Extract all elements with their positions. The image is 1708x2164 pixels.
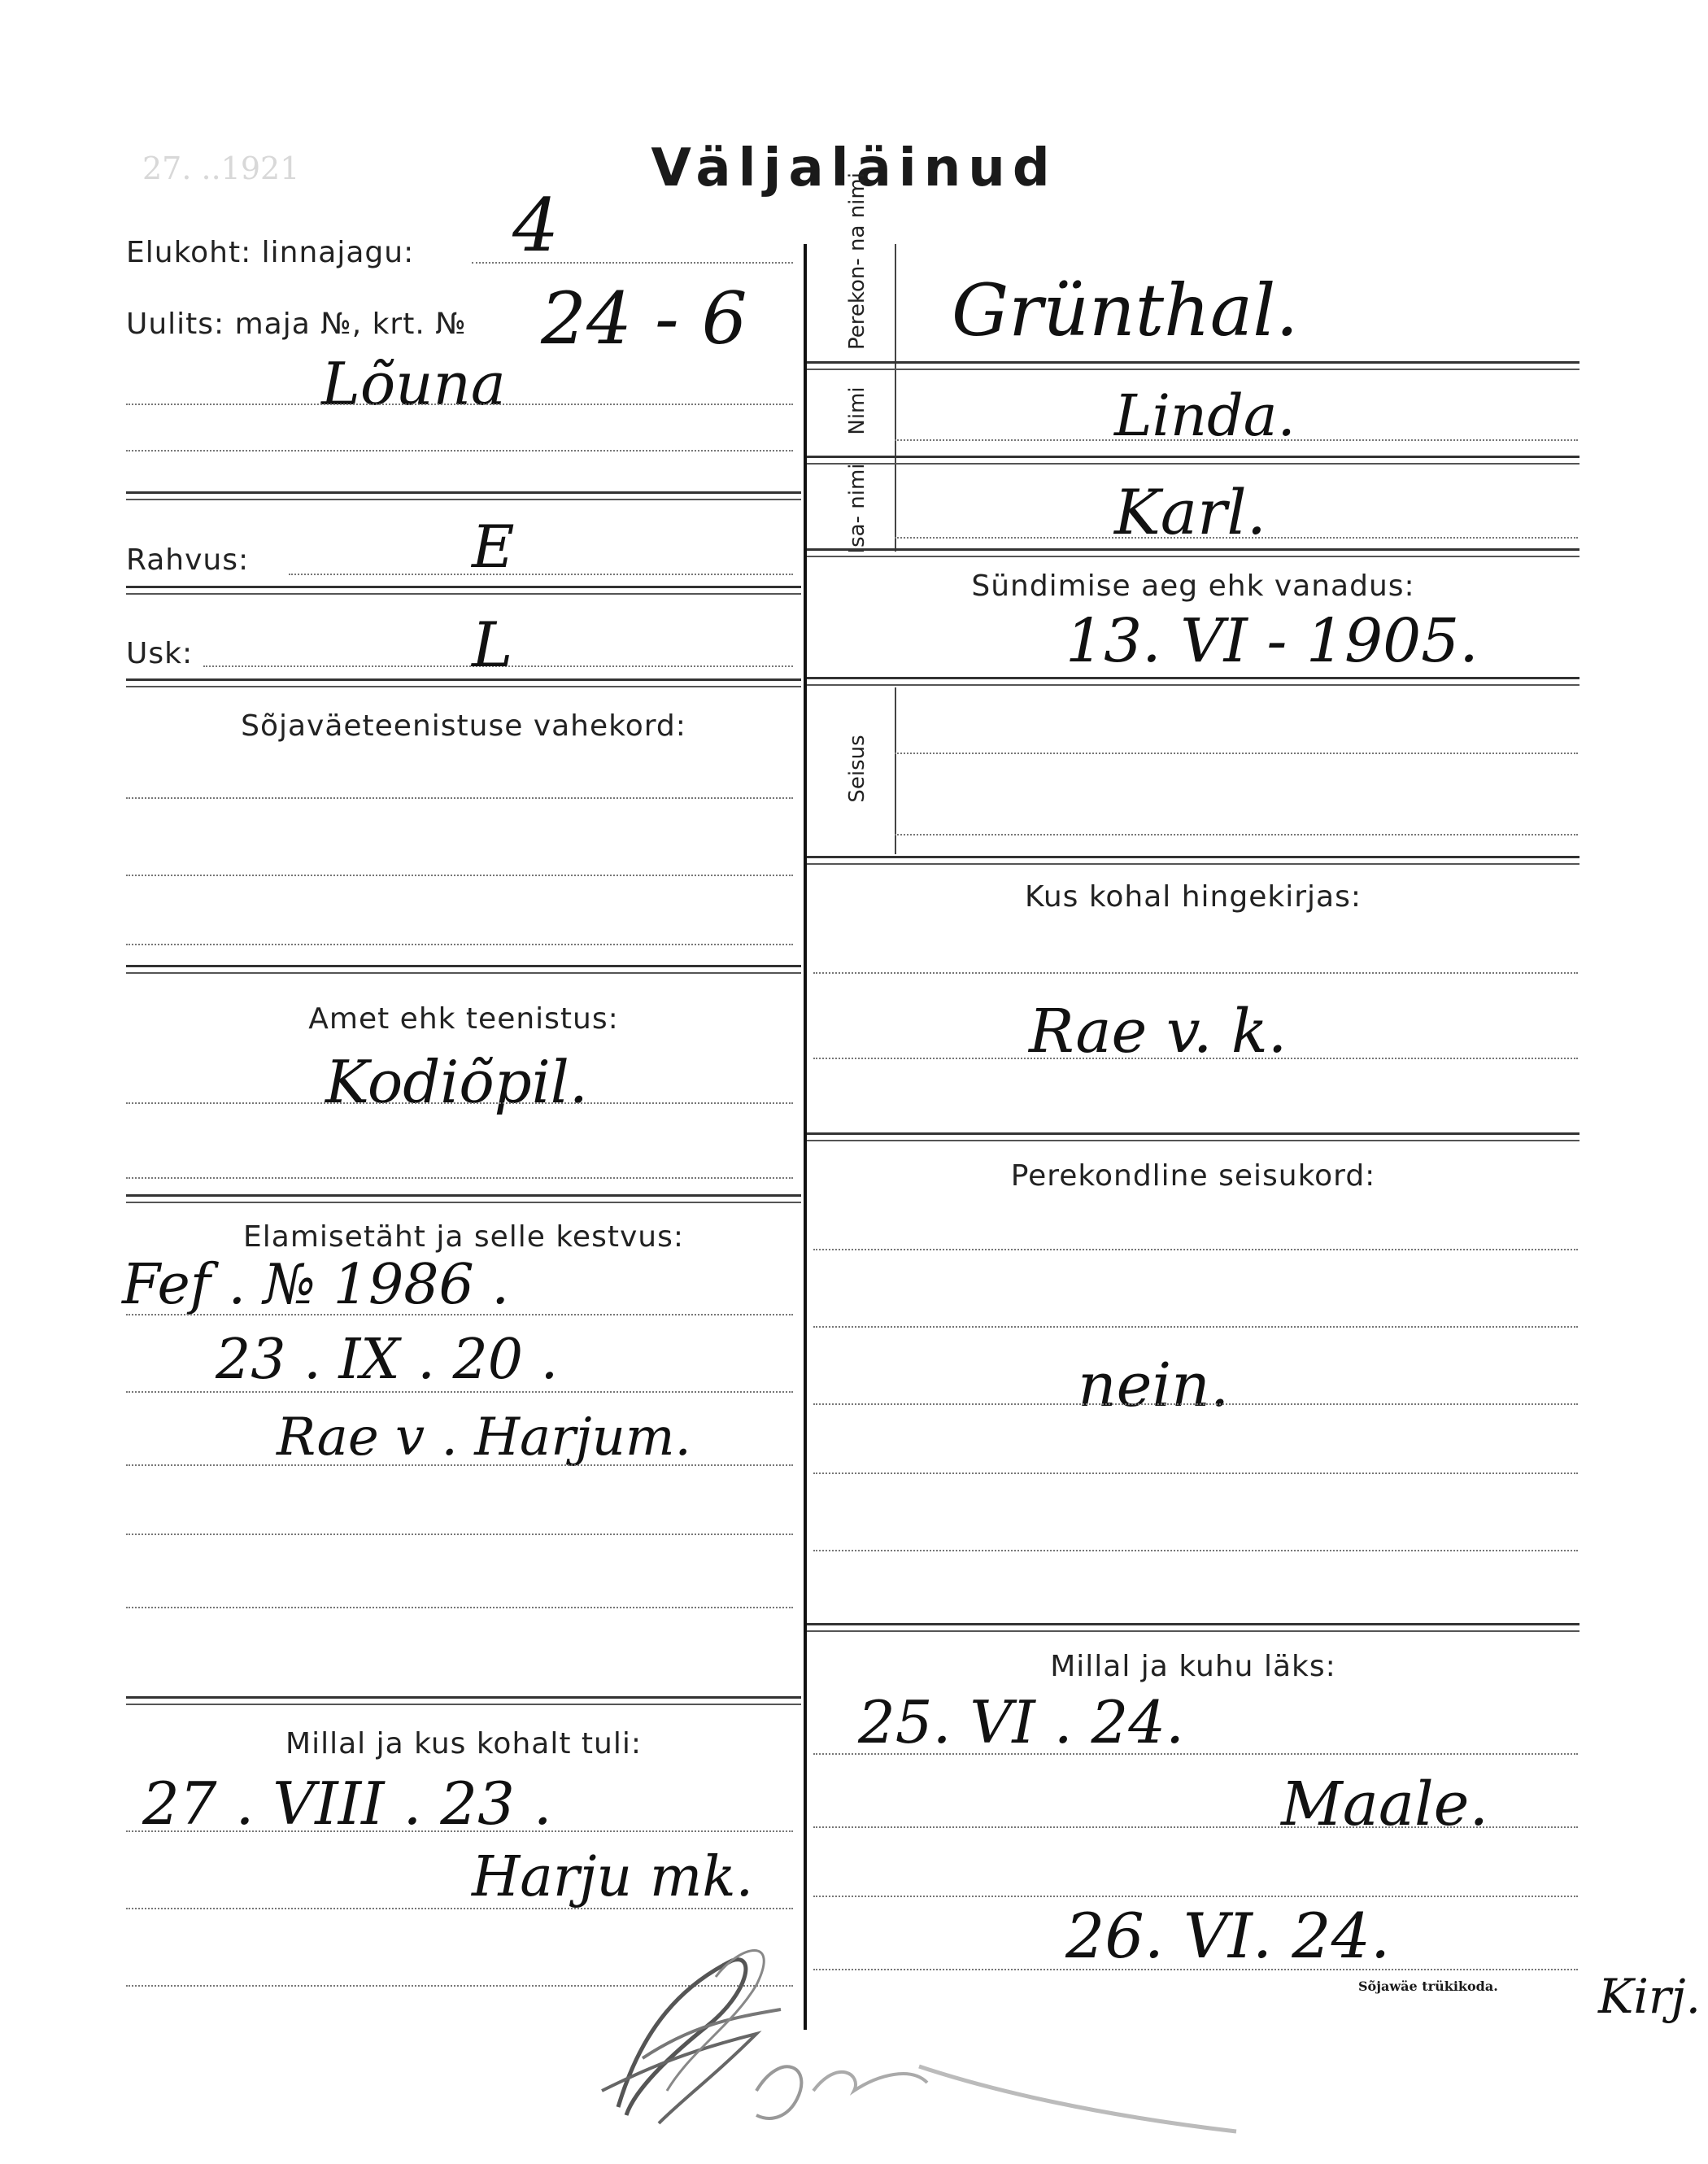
- street-line-2: [126, 450, 793, 452]
- rule: [126, 678, 801, 687]
- sojavae-label: Sõjaväeteenistuse vahekord:: [241, 709, 686, 743]
- seisus-line-2: [895, 834, 1578, 835]
- millal-laks-rule-3: [813, 1896, 1578, 1897]
- perekonnanimi-label: Perekon- na nimi: [845, 172, 869, 350]
- perekondline-line-5: [813, 1550, 1578, 1551]
- millal-laks-rule-2: [813, 1826, 1578, 1828]
- rule: [126, 965, 801, 974]
- signature-scribble: [569, 1928, 1301, 2140]
- rule: [126, 1194, 801, 1203]
- millal-tuli-line-2: Harju mk.: [472, 1845, 754, 1909]
- rule: [807, 856, 1579, 865]
- elamisetaht-rule-2: [126, 1391, 793, 1393]
- margin-note: Kirj.: [1598, 1969, 1701, 2024]
- rule: [807, 361, 1579, 370]
- rule: [126, 491, 801, 500]
- usk-value: L: [472, 609, 513, 681]
- perekondline-label: Perekondline seisukord:: [1010, 1159, 1376, 1193]
- millal-laks-rule-1: [813, 1753, 1578, 1755]
- millal-tuli-rule-2: [126, 1908, 793, 1909]
- isanimi-label: Isa- nimi: [845, 463, 869, 554]
- usk-label: Usk:: [126, 637, 194, 670]
- elukoht-label: Elukoht: linnajagu:: [126, 236, 415, 269]
- name-box-divider: [895, 244, 896, 552]
- nimi-label: Nimi: [845, 386, 869, 435]
- faint-stamp: 27. ..1921: [142, 151, 300, 186]
- uulits-value: 24 - 6: [541, 277, 747, 360]
- perekondline-value: nein.: [1078, 1350, 1230, 1420]
- kus-kohal-value: Rae v. k.: [1029, 997, 1288, 1067]
- millal-laks-label: Millal ja kuhu läks:: [1050, 1650, 1336, 1683]
- millal-tuli-rule-1: [126, 1830, 793, 1832]
- elamisetaht-rule-5: [126, 1607, 793, 1608]
- isanimi-value: Karl.: [1114, 476, 1266, 548]
- rule: [807, 548, 1579, 557]
- millal-laks-line-3: 26. VI. 24.: [1065, 1900, 1391, 1972]
- nimi-value: Linda.: [1114, 382, 1296, 449]
- elamisetaht-label: Elamisetäht ja selle kestvus:: [243, 1220, 684, 1254]
- millal-tuli-label: Millal ja kus kohalt tuli:: [285, 1727, 642, 1760]
- elamisetaht-rule-3: [126, 1464, 793, 1466]
- kus-kohal-line-1: [813, 972, 1578, 974]
- perekondline-line-3: [813, 1403, 1578, 1405]
- elamisetaht-line-3: Rae v . Harjum.: [277, 1407, 691, 1468]
- form-title: Väljaläinud: [651, 138, 1057, 199]
- elukoht-value: 4: [512, 183, 560, 268]
- rule: [126, 586, 801, 595]
- kus-kohal-label: Kus kohal hingekirjas:: [1025, 880, 1362, 914]
- amet-line-1: [126, 1102, 793, 1104]
- rule: [807, 1132, 1579, 1141]
- printer-imprint: Sõjawäe trükikoda.: [1358, 1979, 1498, 1994]
- nimi-line: [895, 439, 1578, 441]
- sojavae-line-3: [126, 944, 793, 945]
- elamisetaht-line-1: Fef . № 1986 .: [122, 1253, 509, 1317]
- amet-line-2: [126, 1177, 793, 1179]
- perekondline-line-1: [813, 1249, 1578, 1250]
- seisus-label: Seisus: [845, 735, 869, 803]
- rahvus-label: Rahvus:: [126, 543, 250, 577]
- street-value: Lõuna: [321, 350, 506, 418]
- rule: [807, 1623, 1579, 1632]
- street-line: [126, 404, 793, 405]
- uulits-label: Uulits: maja №, krt. №: [126, 308, 467, 341]
- rule: [807, 456, 1579, 465]
- amet-value: Kodiõpil.: [325, 1048, 588, 1116]
- millal-laks-line-1: 25. VI . 24.: [858, 1688, 1184, 1756]
- sojavae-line-2: [126, 875, 793, 876]
- elamisetaht-line-2: 23 . IX . 20 .: [216, 1328, 559, 1392]
- kus-kohal-line-2: [813, 1058, 1578, 1059]
- millal-tuli-line-1: 27 . VIII . 23 .: [142, 1769, 552, 1838]
- perekondline-line-2: [813, 1326, 1578, 1328]
- sundimise-value: 13. VI - 1905.: [1065, 606, 1479, 676]
- rahvus-value: E: [472, 513, 515, 581]
- amet-label: Amet ehk teenistus:: [308, 1002, 619, 1036]
- perekonnanimi-value: Grünthal.: [952, 268, 1299, 352]
- sojavae-line-1: [126, 797, 793, 799]
- perekondline-line-4: [813, 1472, 1578, 1474]
- rule: [807, 677, 1579, 686]
- rahvus-line: [289, 574, 793, 575]
- sundimise-label: Sündimise aeg ehk vanadus:: [971, 569, 1415, 603]
- isanimi-line: [895, 537, 1578, 539]
- elamisetaht-rule-4: [126, 1534, 793, 1535]
- millal-laks-line-2: Maale.: [1281, 1769, 1488, 1839]
- rule: [126, 1696, 801, 1705]
- elamisetaht-rule-1: [126, 1314, 793, 1315]
- seisus-line-1: [895, 753, 1578, 754]
- seisus-divider: [895, 687, 896, 854]
